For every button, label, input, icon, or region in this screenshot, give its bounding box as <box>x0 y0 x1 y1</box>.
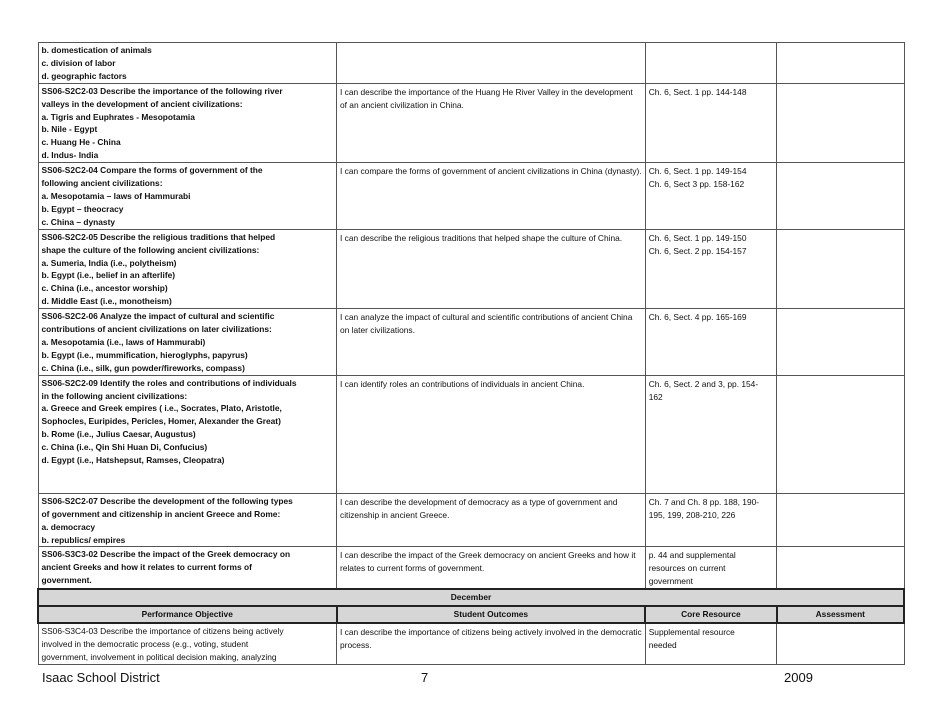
objective-line: d. Egypt (i.e., Hatshepsut, Ramses, Cleopatra) <box>41 455 225 466</box>
assessment-cell <box>777 163 904 230</box>
objective-line: SS06-S2C2-04 Compare the forms of government of the <box>41 165 263 176</box>
objective-line: b. domestication of animals <box>41 45 152 55</box>
assessment-cell <box>777 229 904 308</box>
objective-line: c. China (i.e., silk, gun powder/fireworks, compass) <box>41 362 245 373</box>
table-row <box>38 229 904 308</box>
performance-objective-cell <box>38 163 337 230</box>
core-resource-cell <box>645 43 776 84</box>
curriculum-table <box>37 42 905 665</box>
district-name: Isaac School District <box>42 670 160 685</box>
student-outcome-cell: I can describe the development of democracy as a type of government and citizenship in ancient Greece. <box>337 493 646 547</box>
upper-rows <box>38 43 904 590</box>
column-header-row <box>38 606 904 623</box>
performance-objective-cell <box>38 547 337 589</box>
assessment-cell <box>777 43 904 84</box>
objective-line: c. China (i.e., Qin Shi Huan Di, Confucius) <box>41 442 208 453</box>
performance-objective-cell <box>38 309 337 376</box>
core-resource-cell: Ch. 6, Sect. 4 pp. 165-169 <box>645 309 776 376</box>
core-resource-cell: Ch. 6, Sect. 1 pp. 149-154 Ch. 6, Sect 3 pp. 158-162 <box>645 163 776 230</box>
objective-line: SS06-S3C3-02 Describe the impact of the Greek democracy on <box>41 549 291 560</box>
core-resource-cell: Ch. 6, Sect. 1 pp. 149-150 Ch. 6, Sect. 2 pp. 154-157 <box>645 229 776 308</box>
objective-line: SS06-S2C2-05 Describe the religious traditions that helped <box>41 231 276 242</box>
objective-line <box>42 480 334 493</box>
core-resource-cell: Ch. 6, Sect. 1 pp. 144-148 <box>645 83 776 162</box>
objective-line: SS06-S2C2-07 Describe the development of the following types <box>41 495 293 506</box>
performance-objective-cell <box>38 375 337 493</box>
objective-line: c. division of labor <box>41 57 116 68</box>
objective-line: d. Middle East (i.e., monotheism) <box>41 296 172 307</box>
objective-line: c. China (i.e., ancestor worship) <box>41 283 168 294</box>
core-resource-cell: Supplemental resource needed <box>645 623 776 664</box>
table-row <box>38 83 904 162</box>
objective-line <box>42 467 334 480</box>
objective-line: a. Mesopotamia – laws of Hammurabi <box>41 190 191 201</box>
page-number: 7 <box>421 670 429 685</box>
objective-line: following ancient civilizations: <box>41 178 163 189</box>
student-outcome-cell: I can describe the importance of the Huang He River Valley in the development of an ancient civilization in China. <box>337 83 646 162</box>
objective-line: c. China – dynasty <box>41 216 116 227</box>
assessment-cell <box>777 493 904 547</box>
performance-objective-cell <box>38 493 337 547</box>
assessment-cell <box>777 83 904 162</box>
performance-objective-cell <box>38 43 337 84</box>
student-outcome-cell <box>337 43 646 84</box>
objective-line: government, involvement in political decision making, analyzing <box>41 651 277 662</box>
student-outcome-cell: I can describe the religious traditions that helped shape the culture of China. <box>337 229 646 308</box>
header-core-resource: Core Resource <box>645 606 776 623</box>
objective-line: b. Rome (i.e., Julius Caesar, Augustus) <box>41 429 196 440</box>
objective-line: valleys in the development of ancient civilizations: <box>41 98 243 109</box>
student-outcome-cell: I can identify roles an contributions of individuals in ancient China. <box>337 375 646 493</box>
objective-line: a. democracy <box>41 521 96 532</box>
assessment-cell <box>777 623 904 664</box>
objective-line: b. Nile - Egypt <box>41 124 98 135</box>
table-row <box>38 623 904 664</box>
objective-line: b. republics/ empires <box>41 534 126 545</box>
header-assessment: Assessment <box>777 606 904 623</box>
objective-line: of government and citizenship in ancient Greece and Rome: <box>41 508 281 519</box>
table-row <box>38 163 904 230</box>
core-resource-cell: Ch. 7 and Ch. 8 pp. 188, 190- 195, 199, 208-210, 226 <box>645 493 776 547</box>
assessment-cell <box>777 547 904 589</box>
assessment-cell <box>777 375 904 493</box>
objective-line: in the following ancient civilizations: <box>41 390 188 401</box>
month-label: December <box>38 589 904 606</box>
objective-line: a. Sumeria, India (i.e., polytheism) <box>41 257 177 268</box>
performance-objective-cell <box>38 229 337 308</box>
objective-line: SS06-S2C2-03 Describe the importance of the following river <box>41 85 283 96</box>
core-resource-cell: p. 44 and supplemental resources on current government <box>645 547 776 589</box>
footer-year: 2009 <box>784 670 813 685</box>
table-row <box>38 43 904 84</box>
objective-line: government. <box>41 575 92 586</box>
student-outcome-cell: I can analyze the impact of cultural and scientific contributions of ancient China on later civilizations. <box>337 309 646 376</box>
header-performance-objective: Performance Objective <box>38 606 337 623</box>
december-rows <box>38 623 904 664</box>
objective-line: b. Egypt – theocracy <box>41 203 124 214</box>
objective-line: a. Tigris and Euphrates - Mesopotamia <box>41 111 195 122</box>
objective-line: d. geographic factors <box>41 70 127 81</box>
student-outcome-cell: I can describe the impact of the Greek democracy on ancient Greeks and how it relates to current forms of government. <box>337 547 646 589</box>
month-row <box>38 589 904 606</box>
objective-line: a. Greece and Greek empires ( i.e., Socrates, Plato, Aristotle, <box>41 403 282 414</box>
objective-line: SS06-S2C2-06 Analyze the impact of cultural and scientific <box>41 311 275 322</box>
table-row <box>38 493 904 547</box>
objective-line: SS06-S3C4-03 Describe the importance of citizens being actively <box>41 625 284 636</box>
performance-objective-cell <box>38 623 337 664</box>
objective-line: SS06-S2C2-09 Identify the roles and contributions of individuals <box>41 377 297 388</box>
objective-line: b. Egypt (i.e., mummification, hieroglyphs, papyrus) <box>41 349 248 360</box>
objective-line: d. Indus- India <box>41 150 99 161</box>
table-row <box>38 309 904 376</box>
curriculum-map-page <box>37 42 905 665</box>
table-row <box>38 375 904 493</box>
objective-line: contributions of ancient civilizations on later civilizations: <box>41 324 272 335</box>
objective-line: shape the culture of the following ancient civilizations: <box>41 244 260 255</box>
student-outcome-cell: I can describe the importance of citizens being actively involved in the democratic process. <box>337 623 646 664</box>
header-student-outcomes: Student Outcomes <box>337 606 646 623</box>
objective-line: a. Mesopotamia (i.e., laws of Hammurabi) <box>41 336 206 347</box>
assessment-cell <box>777 309 904 376</box>
student-outcome-cell: I can compare the forms of government of ancient civilizations in China (dynasty). <box>337 163 646 230</box>
objective-line: Sophocles, Euripides, Pericles, Homer, Alexander the Great) <box>41 416 281 427</box>
performance-objective-cell <box>38 83 337 162</box>
objective-line: ancient Greeks and how it relates to current forms of <box>41 562 252 573</box>
core-resource-cell: Ch. 6, Sect. 2 and 3, pp. 154- 162 <box>645 375 776 493</box>
table-row <box>38 547 904 589</box>
objective-line: b. Egypt (i.e., belief in an afterlife) <box>41 270 176 281</box>
objective-line: involved in the democratic process (e.g., voting, student <box>41 638 249 649</box>
objective-line: c. Huang He - China <box>41 137 121 148</box>
